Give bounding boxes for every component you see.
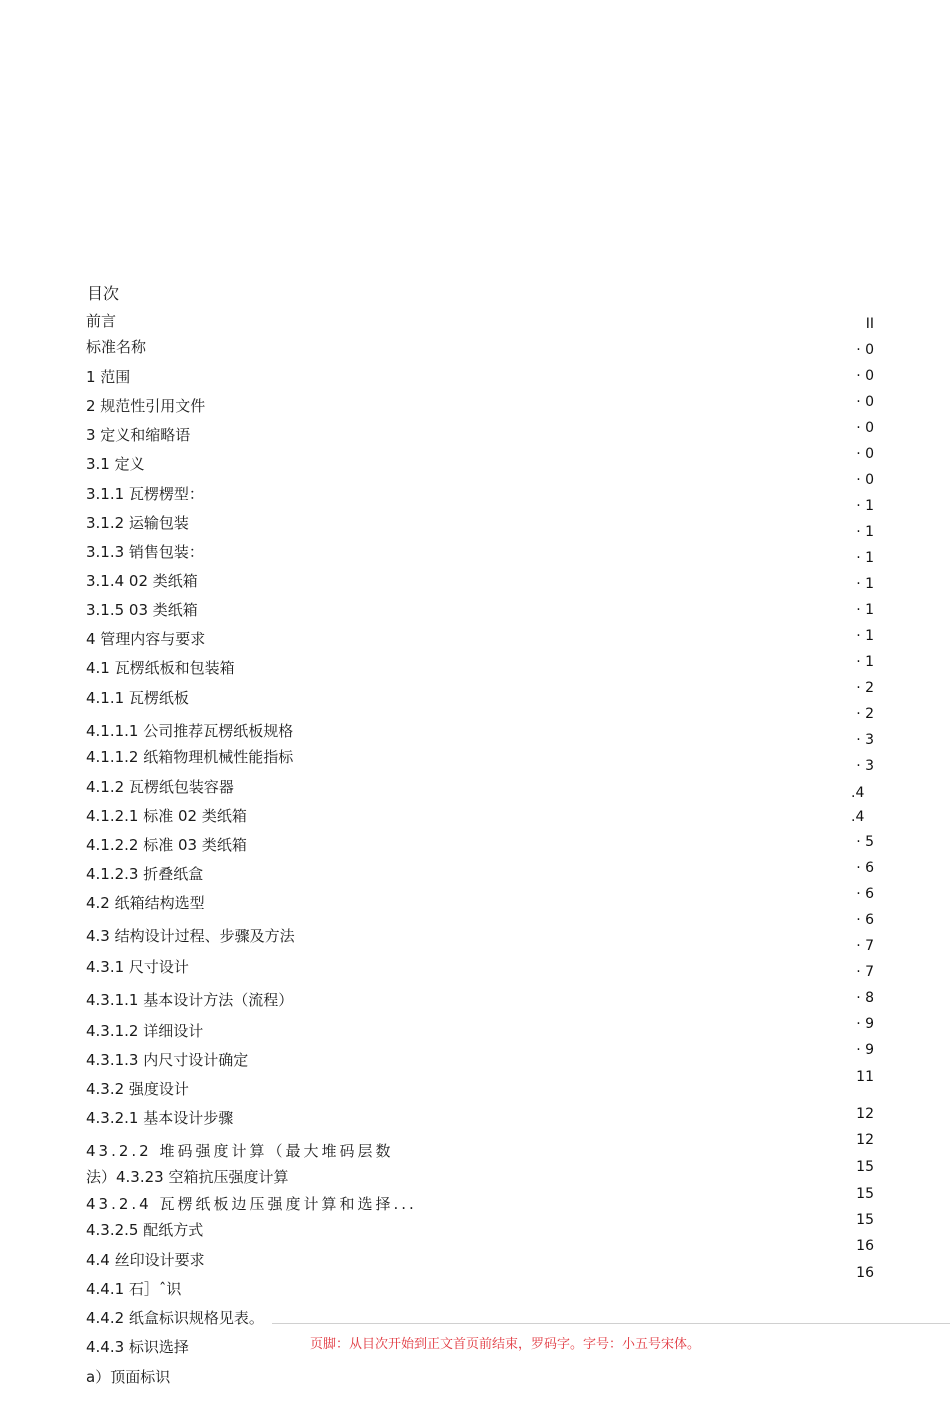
toc-entry[interactable]: 4.4.2 纸盒标识规格见表。 [86, 1309, 264, 1327]
page-number: · 1 [856, 628, 874, 644]
toc-entry[interactable]: 标准名称 [86, 338, 147, 356]
footer-annotation: 页脚：从目次开始到正文首页前结束，罗码字。字号：小五号宋体。 [310, 1337, 701, 1352]
footer-divider [272, 1323, 950, 1324]
toc-entry[interactable]: 4.4.1 石］ˆ识 [86, 1280, 182, 1298]
toc-entry[interactable]: 4.3.1.2 详细设计 [86, 1022, 204, 1040]
toc-entry[interactable]: 3.1.3 销售包装： [86, 543, 204, 561]
page-number: · 0 [856, 368, 874, 384]
page-number: · 7 [856, 938, 874, 954]
page-number: 12 [856, 1106, 874, 1122]
toc-entry[interactable]: 4.1.2 瓦楞纸包装容器 [86, 778, 234, 796]
toc-entry[interactable]: 法）4.3.23 空箱抗压强度计算 [86, 1168, 289, 1186]
page-number: .4 [851, 809, 865, 825]
page-number: · 0 [856, 394, 874, 410]
toc-entry[interactable]: 4.1.1.2 纸箱物理机械性能指标 [86, 748, 294, 766]
toc-entry[interactable]: 4.3.2.5 配纸方式 [86, 1221, 204, 1239]
toc-entry[interactable]: 4 管理内容与要求 [86, 630, 206, 648]
toc-entry[interactable]: 4.4 丝印设计要求 [86, 1251, 205, 1269]
page-number: · 9 [856, 1042, 874, 1058]
page-number: · 2 [856, 680, 874, 696]
toc-entry[interactable]: 3.1.5 03 类纸箱 [86, 601, 198, 619]
page-number: 15 [856, 1212, 874, 1228]
toc-entry[interactable]: 4.3.1 尺寸设计 [86, 958, 189, 976]
page-number: · 6 [856, 886, 874, 902]
toc-entry[interactable]: 43.2.2 堆码强度计算（最大堆码层数 [86, 1142, 394, 1160]
page-number: 15 [856, 1186, 874, 1202]
page-number: · 0 [856, 446, 874, 462]
toc-entry[interactable]: 3.1.4 02 类纸箱 [86, 572, 198, 590]
toc-entry[interactable]: 4.1.1.1 公司推荐瓦楞纸板规格 [86, 722, 294, 740]
toc-entry[interactable]: 4.1.2.3 折叠纸盒 [86, 865, 204, 883]
toc-entry[interactable]: 4.3.2.1 基本设计步骤 [86, 1109, 234, 1127]
page-number: · 1 [856, 498, 874, 514]
page-number: · 7 [856, 964, 874, 980]
toc-entry[interactable]: 4.1 瓦楞纸板和包装箱 [86, 659, 235, 677]
page-number: · 1 [856, 654, 874, 670]
page-number: · 0 [856, 420, 874, 436]
page-number: · 9 [856, 1016, 874, 1032]
toc-entry[interactable]: 4.3.1.1 基本设计方法（流程） [86, 991, 294, 1009]
toc-entry[interactable]: 3.1.1 瓦楞楞型： [86, 485, 204, 503]
page-number: 16 [856, 1238, 874, 1254]
toc-entry[interactable]: 前言 [86, 312, 117, 330]
toc-entry[interactable]: 3 定义和缩略语 [86, 426, 191, 444]
toc-entry[interactable]: 4.3.2 强度设计 [86, 1080, 189, 1098]
page-number: · 0 [856, 472, 874, 488]
toc-entry[interactable]: 3.1.2 运输包装 [86, 514, 189, 532]
page-number: · 0 [856, 342, 874, 358]
page-number: 11 [856, 1069, 874, 1085]
page-number: · 1 [856, 550, 874, 566]
toc-entry[interactable]: 4.1.1 瓦楞纸板 [86, 689, 189, 707]
page-number: .4 [851, 785, 865, 801]
toc-entry[interactable]: 4.2 纸箱结构选型 [86, 894, 205, 912]
page-number: · 3 [856, 758, 874, 774]
page-number: · 8 [856, 990, 874, 1006]
toc-entry[interactable]: 3.1 定义 [86, 455, 145, 473]
page-number: · 2 [856, 706, 874, 722]
page-number: 15 [856, 1159, 874, 1175]
page-number: · 5 [856, 834, 874, 850]
page-number: · 1 [856, 602, 874, 618]
toc-entry[interactable]: 4.4.3 标识选择 [86, 1338, 189, 1356]
toc-entry[interactable]: 2 规范性引用文件 [86, 397, 206, 415]
page-number: II [865, 316, 874, 332]
toc-entry[interactable]: 4.1.2.1 标准 02 类纸箱 [86, 807, 247, 825]
toc-entry[interactable]: 4.1.2.2 标准 03 类纸箱 [86, 836, 247, 854]
page-number: · 6 [856, 912, 874, 928]
page-number: · 6 [856, 860, 874, 876]
page-number: · 1 [856, 576, 874, 592]
toc-title: 目次 [87, 284, 120, 303]
toc-entry[interactable]: 43.2.4 瓦楞纸板边压强度计算和选择... [86, 1195, 417, 1213]
page-number: · 1 [856, 524, 874, 540]
page-number: 16 [856, 1265, 874, 1281]
toc-entry[interactable]: 1 范围 [86, 368, 131, 386]
toc-entry[interactable]: 4.3.1.3 内尺寸设计确定 [86, 1051, 249, 1069]
page-number: 12 [856, 1132, 874, 1148]
page-number: · 3 [856, 732, 874, 748]
toc-entry[interactable]: 4.3 结构设计过程、步骤及方法 [86, 927, 295, 945]
toc-entry[interactable]: a）顶面标识 [86, 1368, 171, 1386]
